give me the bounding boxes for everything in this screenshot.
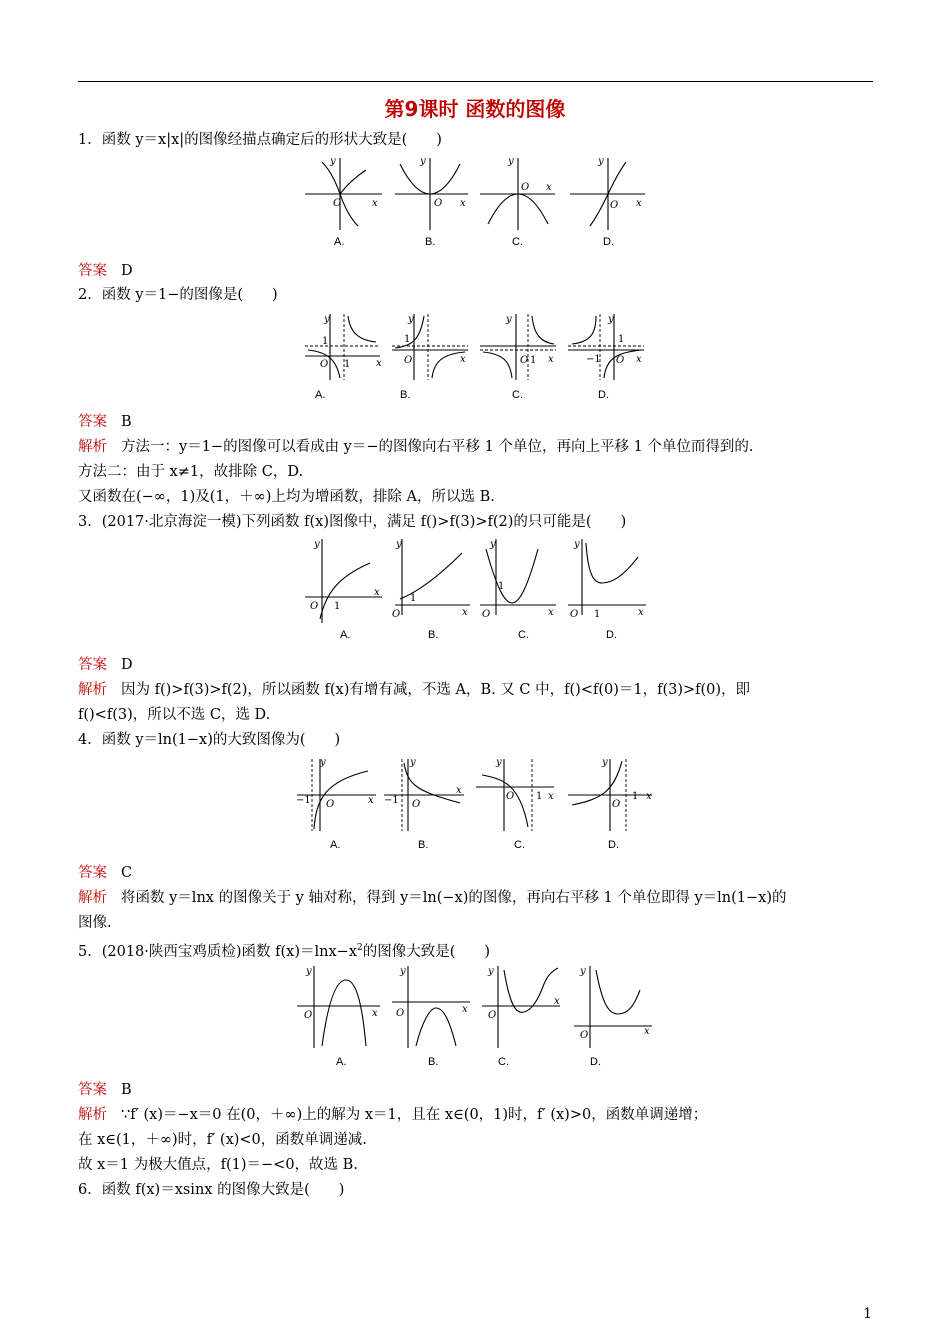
analysis-label: 解析 (78, 439, 107, 455)
q4-answer: C (121, 865, 133, 881)
q4-option-b-graph (384, 757, 464, 851)
svg-text:1: 1 (344, 359, 351, 370)
svg-text:O: O (412, 799, 421, 810)
svg-text:O: O (612, 799, 621, 810)
q1-answer: D (121, 263, 133, 279)
svg-text:y: y (324, 314, 330, 325)
q4-analysis-row (78, 889, 786, 907)
q5-stem-a: 5．(2018·陕西宝鸡质检)函数 f(x)＝lnx−x (78, 943, 357, 960)
q1-stem: 1．函数 y＝x|x|的图像经描点确定后的形状大致是( ) (78, 132, 442, 148)
svg-text:x: x (548, 354, 554, 365)
svg-text:x: x (374, 587, 380, 598)
svg-text:B.: B. (428, 629, 439, 641)
svg-text:O: O (304, 1010, 313, 1021)
answer-label: 答案 (78, 414, 107, 430)
q3-option-a-graph (305, 539, 382, 641)
q2-analysis-1: 方法一：y＝1−的图像可以看成由 y＝−的图像向右平移 1 个单位，再向上平移 1 个单位而得到的. (121, 439, 754, 455)
svg-text:x: x (636, 198, 642, 209)
q1-answer-row (78, 262, 133, 280)
svg-text:−1: −1 (384, 795, 399, 806)
svg-text:x: x (636, 354, 642, 365)
svg-text:x: x (646, 791, 652, 802)
svg-text:y: y (574, 539, 580, 550)
svg-text:O: O (333, 198, 342, 209)
q2-answer-row (78, 413, 132, 431)
q3-analysis-1: 因为 f()>f(3)>f(2)，所以函数 f(x)有增有减，不选 A，B. 又 C 中，f()<f(0)＝1，f(3)>f(0)，即 (121, 682, 751, 698)
q2-answer: B (121, 414, 132, 430)
svg-text:y: y (490, 539, 496, 550)
q2-option-b-graph (392, 314, 468, 400)
svg-text:1: 1 (334, 601, 341, 612)
svg-text:A.: A. (315, 389, 326, 400)
q3-option-c-graph (480, 539, 556, 641)
svg-text:x: x (548, 791, 554, 802)
q1-option-a-graph (305, 156, 382, 248)
svg-text:O: O (326, 799, 335, 810)
answer-label: 答案 (78, 1082, 107, 1098)
q4-stem: 4．函数 y＝ln(1−x)的大致图像为( ) (78, 732, 341, 748)
svg-text:C.: C. (512, 389, 523, 400)
svg-text:y: y (330, 156, 336, 167)
q5-answer-row (78, 1081, 132, 1099)
svg-text:y: y (320, 757, 326, 768)
svg-text:1: 1 (530, 355, 537, 366)
svg-text:y: y (314, 539, 320, 550)
q3-analysis-2: f()<f(3)，所以不选 C，选 D. (78, 707, 271, 723)
svg-text:B.: B. (425, 236, 436, 248)
svg-text:O: O (320, 359, 329, 370)
q5-option-d-graph (574, 966, 652, 1068)
q4-figure (292, 755, 662, 855)
svg-text:y: y (496, 757, 502, 768)
q2-stem: 2．函数 y＝1−的图像是( ) (78, 287, 278, 303)
svg-text:x: x (372, 1008, 378, 1019)
q5-option-b-graph (392, 966, 470, 1068)
svg-text:B.: B. (418, 839, 429, 851)
q1-option-b-graph (395, 156, 468, 248)
q2-analysis-2: 方法二：由于 x≠1，故排除 C，D. (78, 464, 304, 480)
svg-text:y: y (506, 314, 512, 325)
q3-figure (300, 535, 660, 645)
svg-text:A.: A. (336, 1056, 347, 1068)
svg-text:D.: D. (603, 236, 614, 248)
svg-text:x: x (546, 182, 552, 193)
svg-text:1: 1 (594, 609, 601, 620)
svg-text:y: y (408, 314, 414, 325)
q5-analysis-1: ∵f′ (x)＝−x＝0 在(0，＋∞)上的解为 x＝1，且在 x∈(0，1)时，f′ (x)>0，函数单调递增； (121, 1107, 708, 1123)
q5-analysis-3: 故 x＝1 为极大值点，f(1)＝−<0，故选 B. (78, 1157, 358, 1173)
svg-text:1: 1 (404, 334, 411, 345)
svg-text:1: 1 (536, 791, 543, 802)
q5-figure (292, 962, 662, 1072)
svg-text:x: x (376, 358, 382, 369)
page-title: 第9课时 函数的图像 (384, 97, 566, 121)
q5-answer: B (121, 1082, 132, 1098)
svg-text:O: O (434, 198, 443, 209)
answer-label: 答案 (78, 657, 107, 673)
q2-option-a-graph (305, 314, 382, 400)
svg-text:D.: D. (606, 629, 617, 641)
q3-option-b-graph (392, 539, 470, 641)
svg-text:C.: C. (514, 839, 525, 851)
q3-analysis-row (78, 681, 750, 699)
svg-text:x: x (460, 354, 466, 365)
svg-text:x: x (460, 198, 466, 209)
svg-text:1: 1 (632, 791, 639, 802)
svg-text:O: O (488, 1010, 497, 1021)
svg-text:1: 1 (498, 581, 505, 592)
svg-text:1: 1 (618, 334, 625, 345)
svg-text:B.: B. (400, 389, 411, 400)
svg-text:x: x (368, 795, 374, 806)
svg-text:O: O (521, 182, 530, 193)
svg-text:x: x (548, 607, 554, 618)
svg-text:y: y (598, 156, 604, 167)
svg-text:−1: −1 (296, 795, 311, 806)
svg-text:C.: C. (498, 1056, 509, 1068)
q5-stem (78, 939, 490, 961)
q2-option-d-graph (568, 314, 644, 400)
q4-analysis-2: 图像. (78, 915, 112, 931)
svg-text:y: y (602, 757, 608, 768)
svg-text:y: y (488, 966, 494, 977)
q5-option-a-graph (297, 966, 380, 1068)
q5-analysis-row (78, 1106, 707, 1124)
q3-answer-row (78, 656, 133, 674)
q2-option-c-graph (480, 314, 556, 400)
q4-option-a-graph (296, 757, 376, 851)
svg-text:x: x (644, 1026, 650, 1037)
svg-text:y: y (608, 314, 614, 325)
svg-text:x: x (462, 607, 468, 618)
q1-figure (300, 152, 650, 252)
svg-text:C.: C. (518, 629, 529, 641)
header-rule (78, 81, 873, 82)
svg-text:O: O (520, 355, 529, 366)
svg-text:y: y (400, 966, 406, 977)
q4-answer-row (78, 864, 132, 882)
svg-text:O: O (506, 791, 515, 802)
answer-label: 答案 (78, 865, 107, 881)
svg-text:y: y (396, 539, 402, 550)
svg-text:A.: A. (334, 236, 345, 248)
svg-text:x: x (638, 607, 644, 618)
svg-text:y: y (580, 966, 586, 977)
svg-text:O: O (310, 601, 319, 612)
svg-text:O: O (580, 1030, 589, 1041)
q5-option-c-graph (482, 966, 560, 1068)
q3-stem: 3．(2017·北京海淀一模)下列函数 f(x)图像中，满足 f()>f(3)>f(2)的只可能是( ) (78, 514, 627, 530)
svg-text:D.: D. (608, 839, 619, 851)
svg-text:D.: D. (598, 389, 609, 400)
svg-text:x: x (372, 198, 378, 209)
q2-analysis-3: 又函数在(−∞，1)及(1，＋∞)上均为增函数，排除 A，所以选 B. (78, 489, 495, 505)
q3-answer: D (121, 657, 133, 673)
q3-option-d-graph (568, 539, 646, 641)
svg-text:1: 1 (322, 336, 329, 347)
svg-text:B.: B. (428, 1056, 439, 1068)
svg-text:y: y (306, 966, 312, 977)
svg-text:O: O (404, 355, 413, 366)
q5-analysis-2: 在 x∈(1，＋∞)时，f′ (x)<0，函数单调递减. (78, 1132, 367, 1148)
q1-option-c-graph (480, 156, 555, 248)
svg-text:O: O (616, 355, 625, 366)
analysis-label: 解析 (78, 1107, 107, 1123)
svg-text:y: y (420, 156, 426, 167)
svg-text:x: x (456, 785, 462, 796)
q5-stem-b: 的图像大致是( ) (362, 943, 491, 960)
q2-analysis-row (78, 438, 754, 456)
svg-text:x: x (554, 996, 560, 1007)
svg-text:O: O (482, 609, 491, 620)
svg-text:O: O (396, 1008, 405, 1019)
q5-stem-sup: 2 (357, 943, 363, 953)
q2-figure (300, 310, 650, 400)
svg-text:C.: C. (512, 236, 523, 248)
svg-text:1: 1 (410, 593, 417, 604)
q4-option-c-graph (476, 757, 554, 851)
svg-text:y: y (410, 757, 416, 768)
q4-analysis-1: 将函数 y＝lnx 的图像关于 y 轴对称，得到 y＝ln(−x)的图像，再向右平移 1 个单位即得 y＝ln(1−x)的 (121, 890, 787, 906)
svg-text:D.: D. (590, 1056, 601, 1068)
answer-label: 答案 (78, 263, 107, 279)
svg-text:O: O (570, 609, 579, 620)
svg-text:x: x (462, 1004, 468, 1015)
q4-option-d-graph (568, 757, 652, 851)
svg-text:O: O (392, 609, 401, 620)
analysis-label: 解析 (78, 682, 107, 698)
svg-text:A.: A. (340, 629, 351, 641)
analysis-label: 解析 (78, 890, 107, 906)
svg-text:O: O (610, 200, 619, 211)
q1-option-d-graph (570, 156, 645, 248)
q6-stem: 6．函数 f(x)＝xsinx 的图像大致是( ) (78, 1182, 345, 1198)
svg-text:−1: −1 (586, 354, 601, 365)
page-number: 1 (863, 1306, 872, 1322)
svg-text:A.: A. (330, 839, 341, 851)
svg-text:y: y (508, 156, 514, 167)
